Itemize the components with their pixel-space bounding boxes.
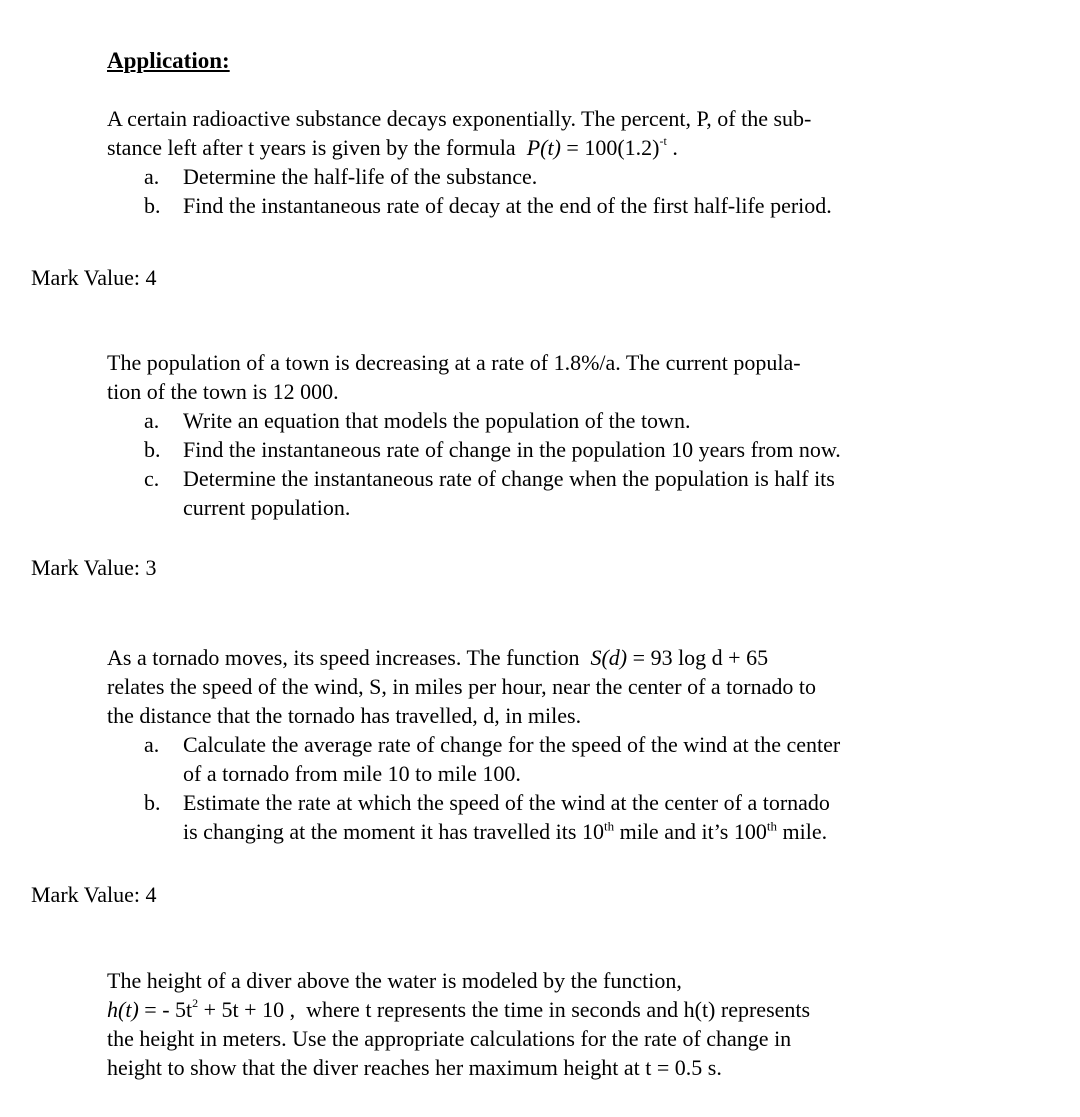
tornado-formula	[590, 645, 768, 670]
problem-3	[107, 643, 947, 846]
problem-4-line-1: The height of a diver above the water is modeled by the function,	[107, 968, 682, 993]
mark-value-1: Mark Value: 4	[31, 265, 157, 290]
problem-1-line-2	[107, 133, 947, 162]
item-marker: c.	[144, 466, 160, 491]
item-marker: a.	[144, 164, 160, 189]
problem-3-lead: As a tornado moves, its speed increases. The function	[107, 645, 580, 670]
item-text: Estimate the rate at which the speed of the wind at the center of a tornado	[183, 790, 830, 815]
decay-formula-lhs: P(t)	[526, 135, 561, 160]
item-text-part: mile.	[776, 819, 828, 844]
decay-formula-tail: .	[672, 135, 678, 160]
list-item	[107, 162, 947, 191]
height-formula-exponent: 2	[192, 995, 199, 1010]
item-marker: a.	[144, 732, 160, 757]
item-marker: a.	[144, 408, 160, 433]
item-text: Determine the instantaneous rate of change when the population is half its	[183, 466, 835, 491]
list-item	[107, 191, 947, 220]
problem-3-line-2: relates the speed of the wind, S, in miles per hour, near the center of a tornado to	[107, 674, 816, 699]
problem-2-items	[107, 406, 947, 522]
decay-formula-rhs: 100(1.2)	[584, 135, 660, 160]
problem-4	[107, 966, 947, 1082]
item-text-part: is changing at the moment it has travelled its 10	[183, 819, 604, 844]
decay-formula	[527, 135, 678, 160]
decay-formula-eq: =	[566, 135, 579, 160]
item-marker: b.	[144, 193, 161, 218]
problem-3-line-3: the distance that the tornado has travelled, d, in miles.	[107, 703, 582, 728]
height-formula-rhs-b: + 5t + 10	[203, 997, 285, 1022]
problem-1-items	[107, 162, 947, 220]
problem-1-line-1: A certain radioactive substance decays exponentially. The percent, P, of the sub-	[107, 106, 812, 131]
item-text: Find the instantaneous rate of decay at the end of the first half-life period.	[183, 193, 832, 218]
height-formula-eq: =	[144, 997, 157, 1022]
ordinal-suffix: th	[603, 818, 615, 834]
page-heading: Application:	[107, 48, 230, 73]
mark-value-3: Mark Value: 4	[31, 882, 157, 907]
height-formula	[107, 997, 295, 1022]
list-item	[107, 464, 947, 522]
problem-3-line-1	[107, 643, 947, 672]
item-text: Write an equation that models the population of the town.	[183, 408, 691, 433]
list-item	[107, 788, 947, 846]
tornado-formula-eq: =	[632, 645, 646, 670]
item-text-part: mile and it’s 100	[614, 819, 767, 844]
problem-4-line-2	[107, 995, 947, 1024]
problem-4-line-4: height to show that the diver reaches her maximum height at t = 0.5 s.	[107, 1055, 722, 1080]
item-text: Calculate the average rate of change for the speed of the wind at the center	[183, 732, 841, 757]
problem-1	[107, 104, 947, 220]
height-formula-lhs: h(t)	[107, 997, 139, 1022]
mark-value-2: Mark Value: 3	[31, 555, 157, 580]
list-item	[107, 730, 947, 788]
problem-2	[107, 348, 947, 522]
decay-formula-exponent: -t	[659, 133, 667, 148]
problem-2-line-2: tion of the town is 12 000.	[107, 379, 339, 404]
problem-4-line-3: the height in meters. Use the appropriate calculations for the rate of change in	[107, 1026, 792, 1051]
problem-2-line-1: The population of a town is decreasing at a rate of 1.8%/a. The current popula-	[107, 350, 801, 375]
item-text-continued	[183, 817, 947, 846]
list-item	[107, 435, 947, 464]
item-text: Determine the half-life of the substance.	[183, 164, 538, 189]
height-formula-rhs-a: - 5t	[162, 997, 193, 1022]
problem-4-line-2-text: where t represents the time in seconds and h(t) represents	[306, 997, 811, 1022]
height-formula-tail: ,	[289, 997, 296, 1022]
problem-3-items	[107, 730, 947, 846]
problem-1-line-2-text: stance left after t years is given by the formula	[107, 135, 516, 160]
item-text: Find the instantaneous rate of change in the population 10 years from now.	[183, 437, 841, 462]
item-marker: b.	[144, 790, 161, 815]
ordinal-suffix: th	[766, 818, 777, 834]
tornado-formula-rhs: 93 log d + 65	[650, 645, 769, 670]
item-text-continued: current population.	[183, 495, 351, 520]
tornado-formula-lhs: S(d)	[590, 645, 628, 670]
item-marker: b.	[144, 437, 161, 462]
list-item	[107, 406, 947, 435]
item-text-continued: of a tornado from mile 10 to mile 100.	[183, 761, 521, 786]
